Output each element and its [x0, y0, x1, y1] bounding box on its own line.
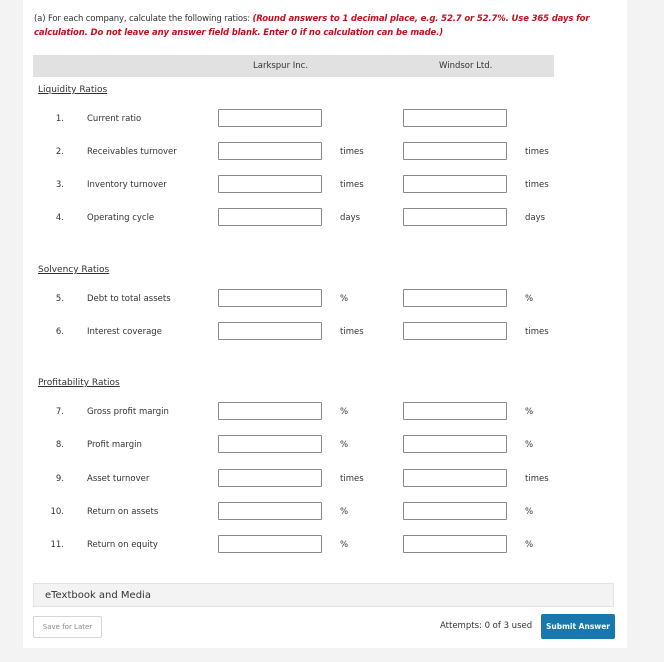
windsor-inventory-turnover-input[interactable] [403, 175, 507, 193]
row-label: Interest coverage [87, 327, 162, 337]
instructions-prefix: (a) For each company, calculate the following ratios: [34, 14, 253, 24]
windsor-operating-cycle-input[interactable] [403, 208, 507, 226]
row-label: Return on assets [87, 507, 159, 517]
larkspur-gross-profit-margin-input[interactable] [218, 402, 322, 420]
row-number: 9. [55, 474, 64, 484]
windsor-gross-profit-margin-input[interactable] [403, 402, 507, 420]
etextbook-media-panel[interactable] [33, 583, 614, 607]
unit-label: % [525, 507, 534, 517]
row-label: Operating cycle [87, 213, 155, 223]
row-label: Receivables turnover [87, 147, 177, 157]
row-label: Inventory turnover [87, 180, 167, 190]
row-label: Gross profit margin [87, 407, 169, 417]
windsor-interest-coverage-input[interactable] [403, 322, 507, 340]
row-number: 7. [55, 407, 64, 417]
unit-label: % [340, 294, 349, 304]
row-label: Return on equity [87, 540, 158, 550]
unit-label: times [525, 180, 549, 190]
larkspur-return-on-assets-input[interactable] [218, 502, 322, 520]
row-number: 5. [55, 294, 64, 304]
unit-label: % [525, 540, 534, 550]
row-number: 1. [55, 114, 64, 124]
unit-label: days [340, 213, 361, 223]
unit-label: % [525, 407, 534, 417]
unit-label: % [340, 507, 349, 517]
unit-label: times [525, 147, 549, 157]
unit-label: % [340, 540, 349, 550]
windsor-current-ratio-input[interactable] [403, 109, 507, 127]
row-label: Current ratio [87, 114, 142, 124]
windsor-return-on-assets-input[interactable] [403, 502, 507, 520]
unit-label: times [525, 474, 549, 484]
submit-answer-button[interactable]: Submit Answer [541, 614, 615, 639]
larkspur-interest-coverage-input[interactable] [218, 322, 322, 340]
row-label: Debt to total assets [87, 294, 171, 304]
unit-label: times [340, 327, 364, 337]
row-number: 4. [55, 213, 64, 223]
larkspur-current-ratio-input[interactable] [218, 109, 322, 127]
question-card [23, 0, 627, 648]
instructions [34, 12, 624, 40]
unit-label: % [525, 294, 534, 304]
row-number: 11. [50, 540, 64, 550]
windsor-asset-turnover-input[interactable] [403, 469, 507, 487]
etextbook-media-label: eTextbook and Media [45, 590, 151, 601]
table-header [33, 55, 554, 77]
row-number: 8. [55, 440, 64, 450]
instructions-highlight: (Round answers to 1 decimal place, e.g. 52.7 or 52.7%. Use 365 days for calculation. Do not leave any answer field blank. Enter 0 if no calculation can be made.) [34, 14, 590, 38]
larkspur-return-on-equity-input[interactable] [218, 535, 322, 553]
larkspur-operating-cycle-input[interactable] [218, 208, 322, 226]
unit-label: times [525, 327, 549, 337]
larkspur-inventory-turnover-input[interactable] [218, 175, 322, 193]
row-number: 3. [55, 180, 64, 190]
larkspur-asset-turnover-input[interactable] [218, 469, 322, 487]
row-label: Asset turnover [87, 474, 150, 484]
unit-label: % [525, 440, 534, 450]
unit-label: times [340, 474, 364, 484]
larkspur-debt-to-total-assets-input[interactable] [218, 289, 322, 307]
unit-label: % [340, 440, 349, 450]
row-number: 10. [50, 507, 64, 517]
unit-label: days [525, 213, 546, 223]
unit-label: times [340, 180, 364, 190]
windsor-receivables-turnover-input[interactable] [403, 142, 507, 160]
section-profitability-ratios: Profitability Ratios [38, 378, 120, 388]
row-number: 6. [55, 327, 64, 337]
windsor-return-on-equity-input[interactable] [403, 535, 507, 553]
larkspur-profit-margin-input[interactable] [218, 435, 322, 453]
save-for-later-button[interactable]: Save for Later [33, 616, 102, 638]
company-header-larkspur: Larkspur Inc. [253, 61, 309, 71]
row-number: 2. [55, 147, 64, 157]
windsor-debt-to-total-assets-input[interactable] [403, 289, 507, 307]
attempts-counter: Attempts: 0 of 3 used [440, 621, 533, 631]
section-liquidity-ratios: Liquidity Ratios [38, 85, 108, 95]
unit-label: times [340, 147, 364, 157]
larkspur-receivables-turnover-input[interactable] [218, 142, 322, 160]
row-label: Profit margin [87, 440, 142, 450]
company-header-windsor: Windsor Ltd. [439, 61, 493, 71]
windsor-profit-margin-input[interactable] [403, 435, 507, 453]
unit-label: % [340, 407, 349, 417]
section-solvency-ratios: Solvency Ratios [38, 265, 110, 275]
